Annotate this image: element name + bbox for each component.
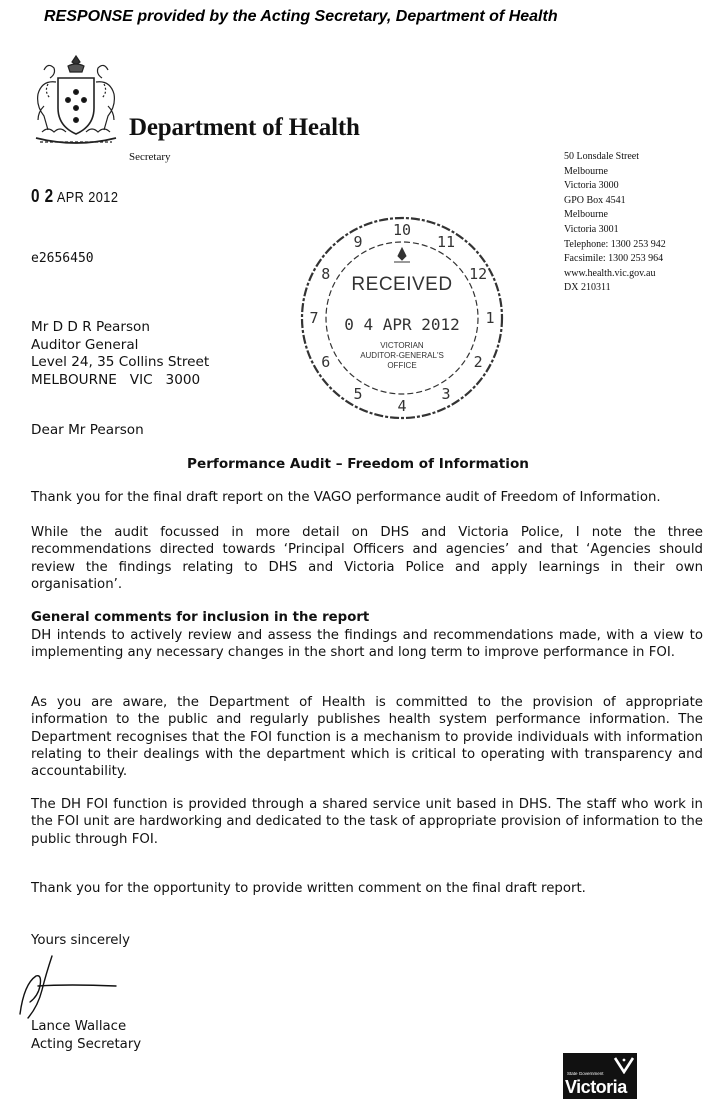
- department-subtitle: Secretary: [129, 151, 171, 163]
- stamp-ring-number: 11: [436, 232, 456, 251]
- address-line: Victoria 3001: [564, 223, 619, 235]
- address-line: www.health.vic.gov.au: [564, 267, 656, 279]
- paragraph-thanks: Thank you for the final draft report on the VAGO performance audit of Freedom of Information.: [31, 490, 661, 505]
- stamp-ring-number: 3: [441, 385, 451, 404]
- response-banner: RESPONSE provided by the Acting Secretary, Department of Health: [44, 8, 558, 25]
- signer-name: Lance Wallace: [31, 1019, 127, 1034]
- address-line: Victoria 3000: [564, 180, 619, 192]
- stamp-ring-number: 5: [353, 385, 363, 404]
- letter-subject: Performance Audit – Freedom of Information: [187, 456, 529, 472]
- signer-title: Acting Secretary: [31, 1037, 142, 1052]
- reference-number: e2656450: [31, 251, 94, 266]
- recipient-line: Level 24, 35 Collins Street: [31, 354, 210, 370]
- address-line: Melbourne: [564, 165, 608, 177]
- stamp-ring-number: 6: [321, 353, 331, 371]
- date-day: 0 2: [31, 186, 54, 206]
- victoria-tick-icon: [613, 1056, 635, 1074]
- stamp-ring-number: 12: [469, 265, 488, 283]
- stamp-org-line3: OFFICE: [387, 361, 417, 370]
- address-line: GPO Box 4541: [564, 194, 626, 206]
- handwritten-signature: [12, 950, 132, 1024]
- paragraph-audit-focus: While the audit focussed in more detail on DHS and Victoria Police, I note the three recommendations directed towards ‘Principal Officers and agencies’ and that ‘Agencies should review the findings relating to DHS and Victoria Police and apply learnings in their own organisation’.: [31, 525, 703, 592]
- letter-date: [31, 186, 118, 207]
- address-line: DX 210311: [564, 282, 611, 294]
- stamp-ring-number: 4: [397, 397, 407, 415]
- stamp-date: 0 4 APR 2012: [344, 315, 460, 334]
- closing: Yours sincerely: [31, 933, 130, 948]
- victoria-logo: [563, 1053, 637, 1099]
- paragraph-foi-function: The DH FOI function is provided through a shared service unit based in DHS. The staff who work in the FOI unit are hardworking and dedicated to the task of appropriate provision of information to the public through FOI.: [31, 797, 703, 847]
- paragraph-closing-thanks: Thank you for the opportunity to provide written comment on the final draft report.: [31, 881, 586, 896]
- letterhead-address: [564, 150, 666, 296]
- department-name: Department of Health: [129, 114, 360, 141]
- paragraph-commitment: As you are aware, the Department of Health is committed to the provision of appropriate information to the public and regularly publishes health system performance information. The Department recognises that the FOI function is a mechanism to provide individuals with information relating to their dealings with the department which is critical to operating with transparency and accountability.: [31, 695, 703, 780]
- recipient-line: MELBOURNE VIC 3000: [31, 371, 201, 388]
- salutation: Dear Mr Pearson: [31, 422, 144, 438]
- signer-block: [31, 1018, 141, 1054]
- victoria-logo-small-text: State Government: [567, 1071, 604, 1076]
- received-stamp: [296, 212, 508, 424]
- stamp-org-line2: AUDITOR-GENERAL'S: [360, 351, 444, 360]
- stamp-ring-number: 7: [309, 309, 319, 327]
- stamp-ring-number: 2: [473, 353, 483, 371]
- address-line: 50 Lonsdale Street: [564, 151, 639, 162]
- address-line: Melbourne: [564, 209, 608, 221]
- section-heading: General comments for inclusion in the report: [31, 610, 370, 625]
- address-line: Facsimile: 1300 253 964: [564, 253, 664, 265]
- coat-of-arms-icon: [30, 52, 122, 150]
- stamp-received-label: RECEIVED: [351, 274, 453, 295]
- stamp-ring-number: 10: [392, 221, 412, 239]
- address-line: Telephone: 1300 253 942: [564, 238, 666, 250]
- recipient-line: Auditor General: [31, 336, 139, 353]
- stamp-ring-number: 8: [321, 265, 331, 283]
- date-month-year: APR 2012: [56, 189, 119, 206]
- stamp-ring-number: 1: [485, 309, 495, 327]
- stamp-ring-number: 9: [353, 232, 363, 251]
- paragraph-general-comments: DH intends to actively review and assess the findings and recommendations made, with a view to implementing any necessary changes in the short and long term to improve performance in FOI.: [31, 628, 703, 661]
- stamp-arrow-icon: [394, 248, 410, 262]
- recipient-address: [31, 319, 209, 389]
- victoria-logo-wordmark: Victoria: [565, 1077, 627, 1097]
- stamp-org-line1: VICTORIAN: [380, 341, 424, 350]
- recipient-line: Mr D D R Pearson: [31, 319, 150, 335]
